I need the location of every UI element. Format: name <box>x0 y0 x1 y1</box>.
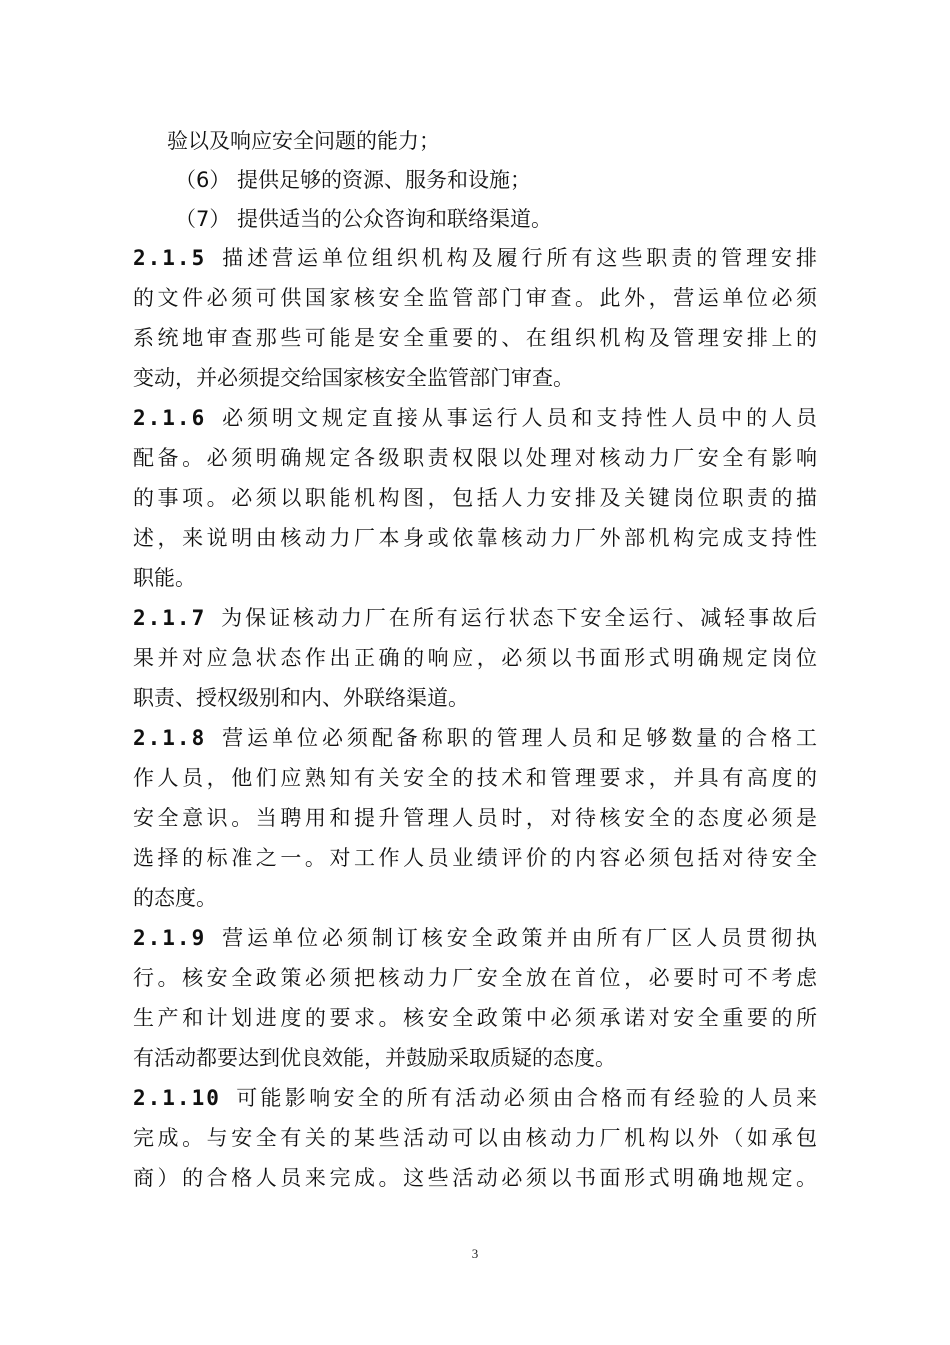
clause-text: 可能影响安全的所有活动必须由合格而有经验的人员来 <box>232 1086 817 1110</box>
text-line: 作人员，他们应熟知有关安全的技术和管理要求，并具有高度的 <box>133 766 817 790</box>
list-item-7: （7） 提供适当的公众咨询和联络渠道。 <box>175 207 553 231</box>
clause-2-1-6-first-line <box>133 398 817 438</box>
clause-2-1-10-first-line <box>133 1078 817 1118</box>
text-line: 商）的合格人员来完成。这些活动必须以书面形式明确地规定。 <box>133 1166 817 1190</box>
text-line: 述，来说明由核动力厂本身或依靠核动力厂外部机构完成支持性 <box>133 526 817 550</box>
clause-text: 营运单位必须制订核安全政策并由所有厂区人员贯彻执 <box>218 926 817 950</box>
clause-2-1-8-first-line <box>133 718 817 758</box>
text-line: 选择的标准之一。对工作人员业绩评价的内容必须包括对待安全 <box>133 846 817 870</box>
text-line: 果并对应急状态作出正确的响应，必须以书面形式明确规定岗位 <box>133 646 817 670</box>
text-line: 职能。 <box>133 566 196 590</box>
text-line: 验以及响应安全问题的能力； <box>167 129 440 153</box>
clause-text: 必须明文规定直接从事运行人员和支持性人员中的人员 <box>218 406 817 430</box>
text-line: 完成。与安全有关的某些活动可以由核动力厂机构以外（如承包 <box>133 1126 817 1150</box>
clause-number: 2.1.10 <box>133 1086 221 1110</box>
text-line: 系统地审查那些可能是安全重要的、在组织机构及管理安排上的 <box>133 326 817 350</box>
text-line: 的态度。 <box>133 886 217 910</box>
clause-number: 2.1.6 <box>133 406 207 430</box>
text-line: 的事项。必须以职能机构图，包括人力安排及关键岗位职责的描 <box>133 486 817 510</box>
text-line: 的文件必须可供国家核安全监管部门审查。此外，营运单位必须 <box>133 286 817 310</box>
clause-text: 为保证核动力厂在所有运行状态下安全运行、减轻事故后 <box>218 606 817 630</box>
text-line: 变动，并必须提交给国家核安全监管部门审查。 <box>133 366 574 390</box>
text-line: 安全意识。当聘用和提升管理人员时，对待核安全的态度必须是 <box>133 806 817 830</box>
text-line: 职责、授权级别和内、外联络渠道。 <box>133 686 469 710</box>
list-item-6: （6） 提供足够的资源、服务和设施； <box>175 168 532 192</box>
clause-2-1-5-first-line <box>133 238 817 278</box>
page-number: 3 <box>471 1246 479 1261</box>
text-line: 配备。必须明确规定各级职责权限以处理对核动力厂安全有影响 <box>133 446 817 470</box>
clause-number: 2.1.5 <box>133 246 207 270</box>
clause-2-1-9-first-line <box>133 918 817 958</box>
clause-text: 营运单位必须配备称职的管理人员和足够数量的合格工 <box>218 726 817 750</box>
text-line: 生产和计划进度的要求。核安全政策中必须承诺对安全重要的所 <box>133 1006 817 1030</box>
clause-text: 描述营运单位组织机构及履行所有这些职责的管理安排 <box>218 246 817 270</box>
clause-2-1-7-first-line <box>133 598 817 638</box>
clause-number: 2.1.7 <box>133 606 207 630</box>
clause-number: 2.1.8 <box>133 726 207 750</box>
text-line: 行。核安全政策必须把核动力厂安全放在首位，必要时可不考虑 <box>133 966 817 990</box>
text-line: 有活动都要达到优良效能，并鼓励采取质疑的态度。 <box>133 1046 616 1070</box>
clause-number: 2.1.9 <box>133 926 207 950</box>
